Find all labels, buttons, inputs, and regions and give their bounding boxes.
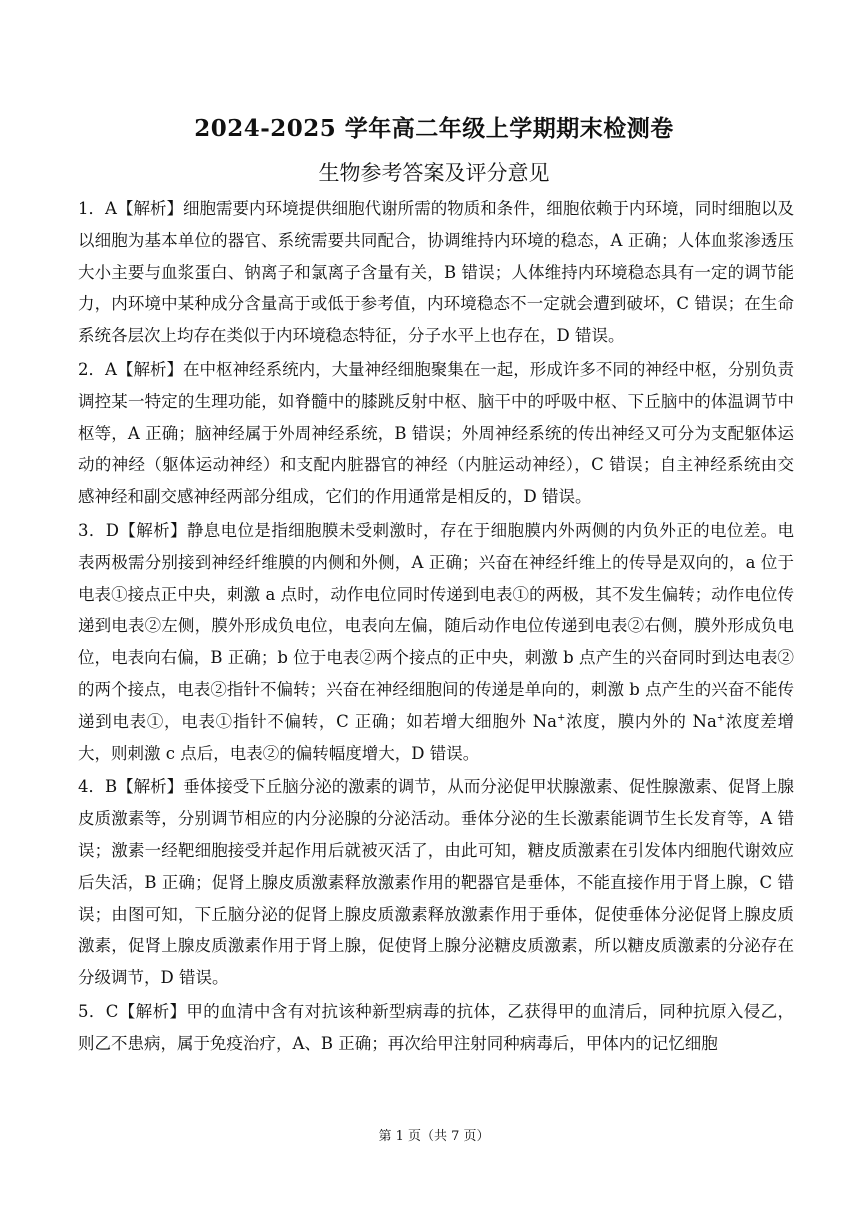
answer-item-5: 5．C【解析】甲的血清中含有对抗该种新型病毒的抗体，乙获得甲的血清后，同种抗原入侵乙，则乙不患病，属于免疫治疗，A、B 正确；再次给甲注射同种病毒后，甲体内的记忆细胞: [78, 1001, 794, 1053]
answer-3-text-part-b: 浓度，膜内外的 Na: [565, 711, 717, 731]
page-number: 第 1 页（共 7 页）: [378, 1129, 490, 1144]
answer-item-3: [78, 515, 794, 769]
answer-item-2: 2．A【解析】在中枢神经系统内，大量神经细胞聚集在一起，形成许多不同的神经中枢，分别负责调控某一特定的生理功能，如脊髓中的膝跳反射中枢、脑干中的呼吸中枢、下丘脑中的体温调节中枢等，A 正确；脑神经属于外周神经系统，B 错误；外周神经系统的传出神经又可分为支配躯体运动的神经（躯体运动神经）和支配内脏器官的神经（内脏运动神经），C 错误；自主神经系统由交感神经和副交感神经两部分组成，它们的作用通常是相反的，D 错误。: [78, 359, 794, 507]
document-subtitle: 生物参考答案及评分意见: [318, 161, 550, 185]
answer-item-4: 4．B【解析】垂体接受下丘脑分泌的激素的调节，从而分泌促甲状腺激素、促性腺激素、促肾上腺皮质激素等，分别调节相应的内分泌腺的分泌活动。垂体分泌的生长激素能调节生长发育等，A 错误；激素一经靶细胞接受并起作用后就被灭活了，由此可知，糖皮质激素在引发体内细胞代谢效应后失活，B 正确；促肾上腺皮质激素释放激素作用的靶器官是垂体，不能直接作用于肾上腺，C 错误；由图可知，下丘脑分泌的促肾上腺皮质激素释放激素作用于垂体，促使垂体分泌促肾上腺皮质激素，促肾上腺皮质激素作用于肾上腺，促使肾上腺分泌糖皮质激素，所以糖皮质激素的分泌存在分级调节，D 错误。: [78, 777, 794, 988]
sodium-charge-superscript: +: [557, 712, 566, 724]
answer-list: [78, 193, 794, 1062]
answer-3-text-part-a: 3．D【解析】静息电位是指细胞膜未受刺激时，存在于细胞膜内外两侧的内负外正的电位差。电表两极需分别接到神经纤维膜的内侧和外侧，A 正确；兴奋在神经纤维上的传导是双向的，a 位于电表①接点正中央，刺激 a 点时，动作电位同时传递到电表①的两极，其不发生偏转；动作电位传递到电表②左侧，膜外形成负电位，电表向左偏，随后动作电位传递到电表②右侧，膜外形成负电位，电表向右偏，B 正确；b 位于电表②两个接点的正中央，刺激 b 点产生的兴奋同时到达电表②的两个接点，电表②指针不偏转；兴奋在神经细胞间的传递是单向的，刺激 b 点产生的兴奋不能传递到电表①，电表①指针不偏转，C 正确；如若增大细胞外 Na: [78, 520, 794, 731]
answer-3-text-part-c: 浓度差增大，则刺激 c 点后，电表②的偏转幅度增大，D 错误。: [78, 711, 795, 763]
document-title: 2024-2025 学年高二年级上学期期末检测卷: [194, 115, 674, 142]
answer-item-1: 1．A【解析】细胞需要内环境提供细胞代谢所需的物质和条件，细胞依赖于内环境，同时细胞以及以细胞为基本单位的器官、系统需要共同配合，协调维持内环境的稳态，A 正确；人体血浆渗透压大小主要与血浆蛋白、钠离子和氯离子含量有关，B 错误；人体维持内环境稳态具有一定的调节能力，内环境中某种成分含量高于或低于参考值，内环境稳态不一定就会遭到破坏，C 错误；在生命系统各层次上均存在类似于内环境稳态特征，分子水平上也存在，D 错误。: [78, 199, 794, 346]
sodium-charge-superscript: +: [716, 712, 726, 724]
